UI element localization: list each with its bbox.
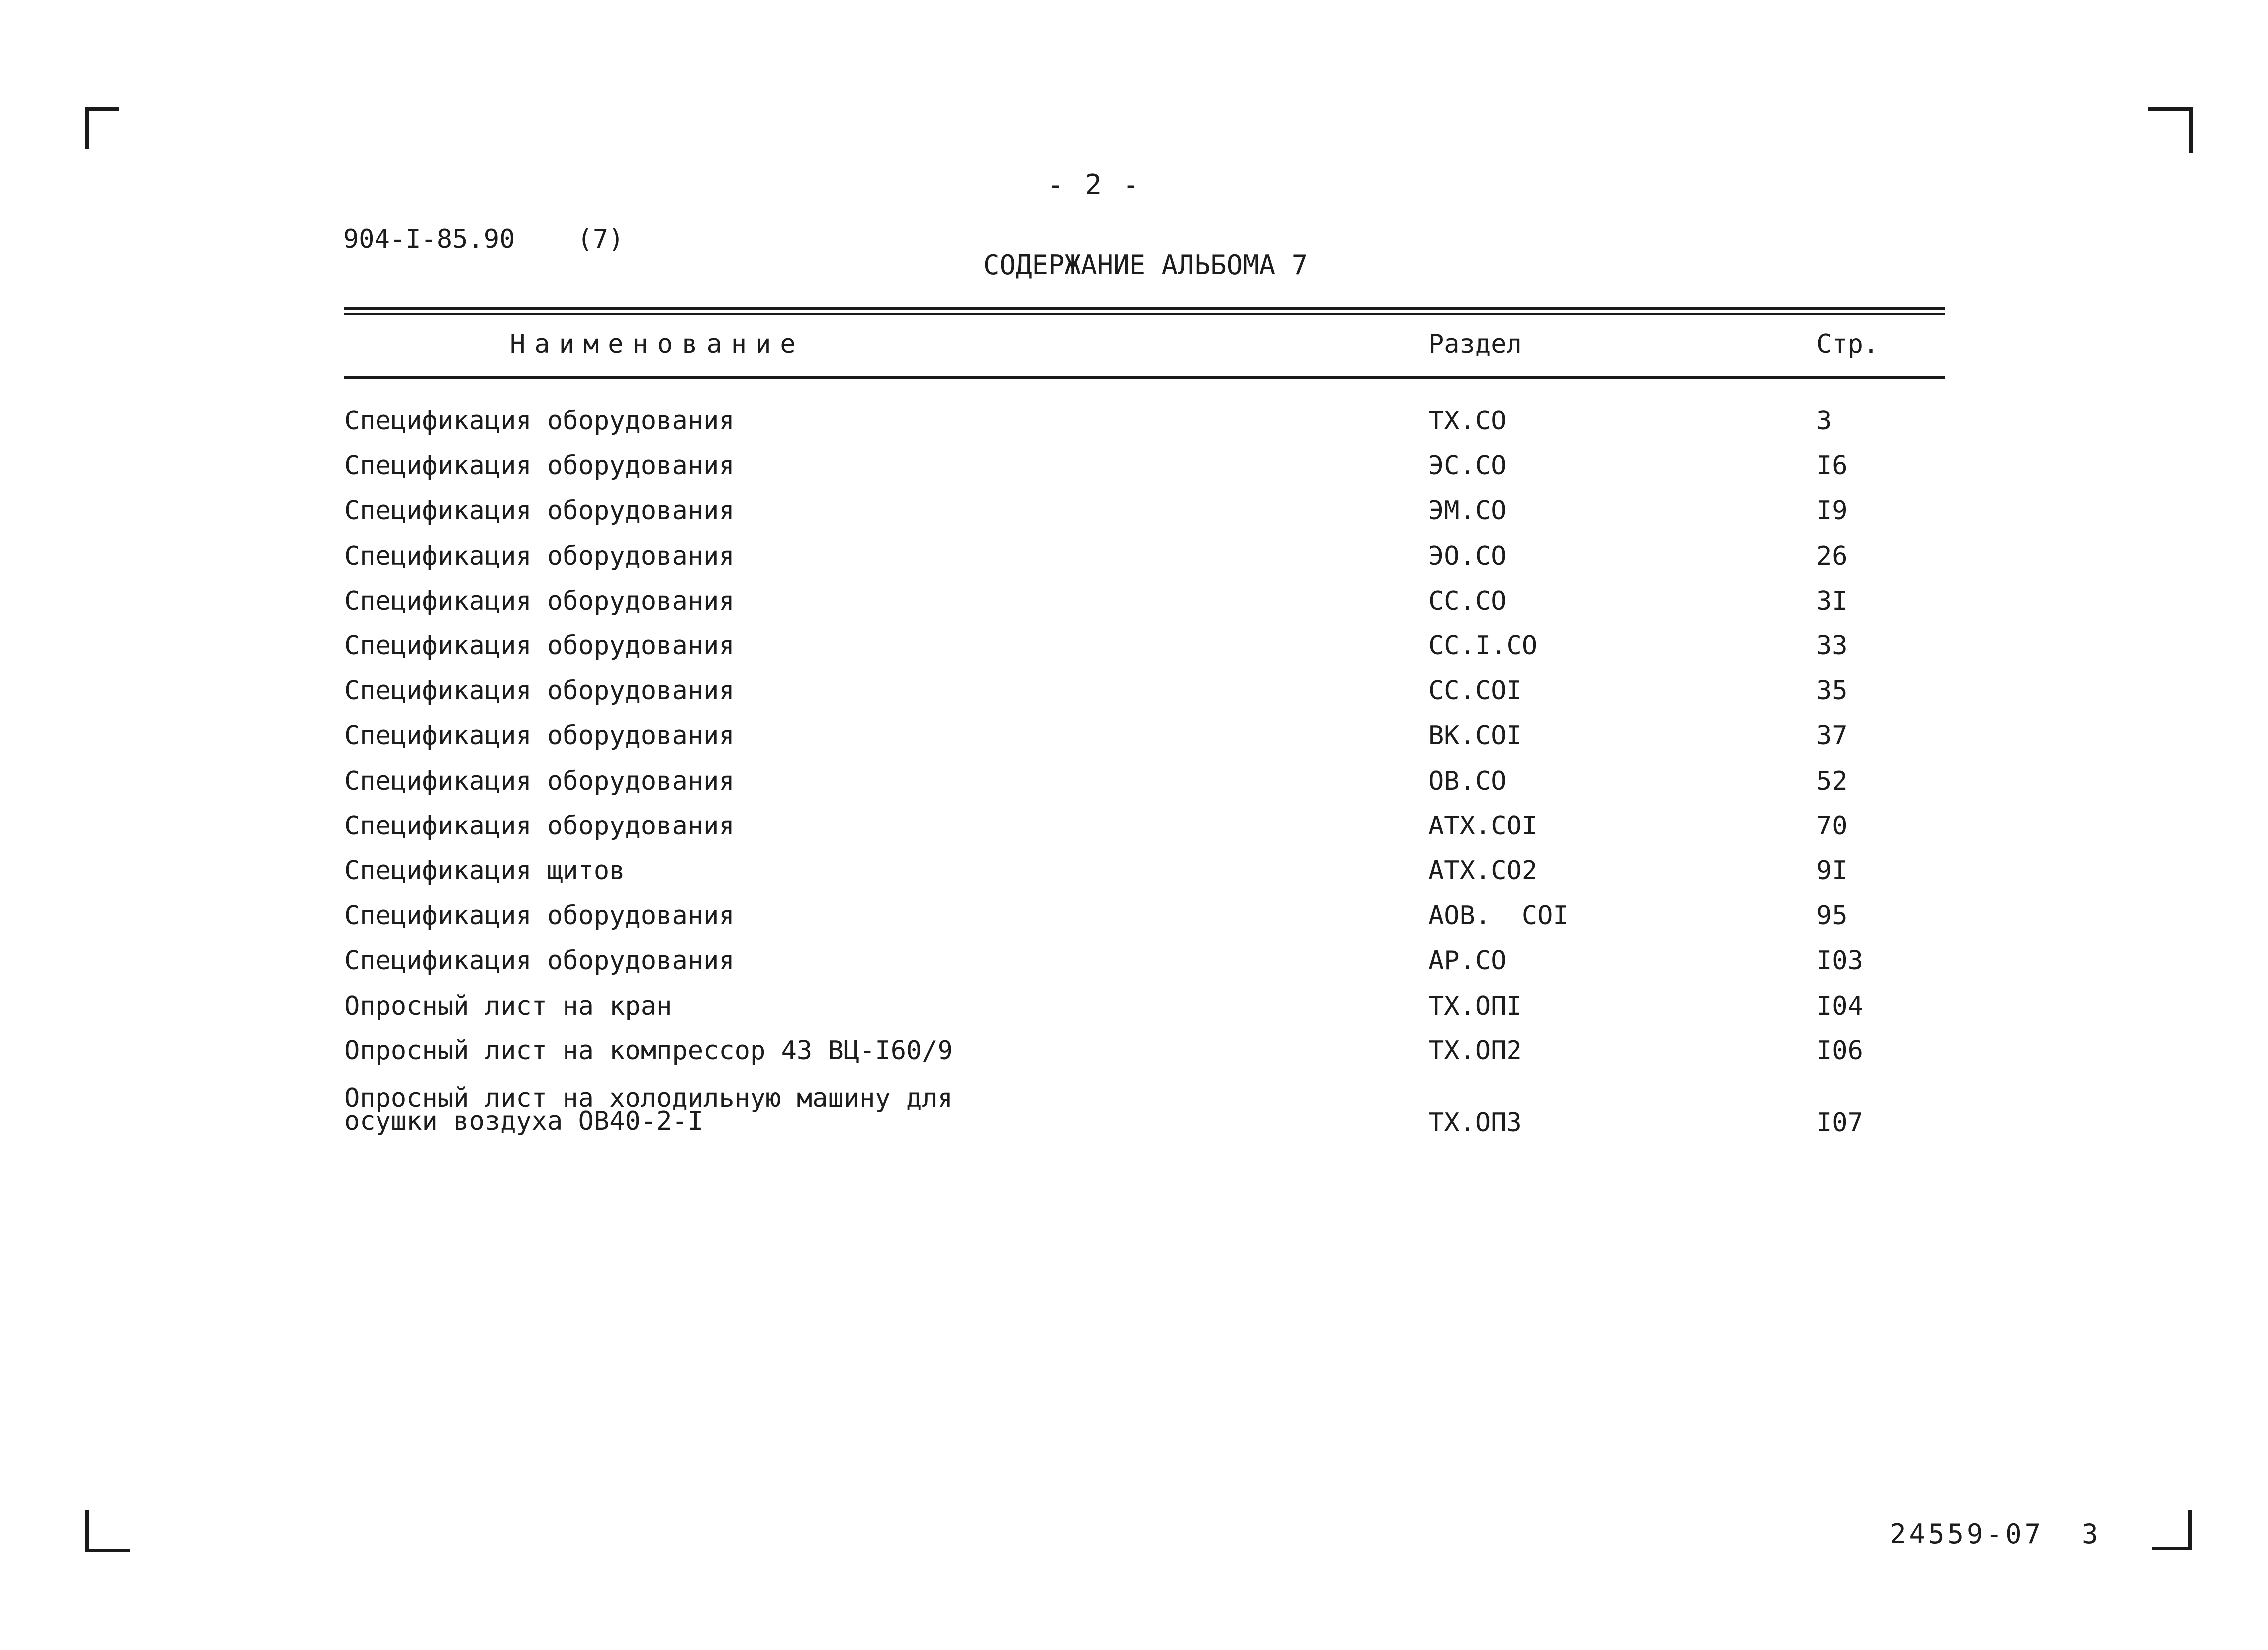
row-section: АР.СО xyxy=(1428,946,1507,976)
table-row xyxy=(0,1035,2268,1083)
table-top-rule xyxy=(344,307,1945,310)
row-name: Спецификация оборудования xyxy=(344,631,735,661)
row-page: 3I xyxy=(1816,586,1848,616)
table-row xyxy=(0,948,2268,993)
row-page: 9I xyxy=(1816,856,1848,886)
row-page: I9 xyxy=(1816,496,1848,526)
row-page: 3 xyxy=(1816,406,1832,436)
row-name: Опросный лист на холодильную машину для осушки воздуха ОВ40-2-I xyxy=(344,1083,953,1136)
row-name: Спецификация оборудования xyxy=(344,811,735,841)
table-row xyxy=(0,993,2268,1038)
table-row xyxy=(0,678,2268,723)
row-name: Спецификация оборудования xyxy=(344,451,735,481)
row-name: Опросный лист на компрессор 43 ВЦ-I60/9 xyxy=(344,1035,953,1066)
row-page: 52 xyxy=(1816,766,1848,796)
table-top-rule-double xyxy=(344,313,1945,315)
row-page: 37 xyxy=(1816,721,1848,751)
row-name: Спецификация оборудования xyxy=(344,901,735,931)
table-row xyxy=(0,543,2268,588)
row-page: 33 xyxy=(1816,631,1848,661)
row-section: ВК.СОI xyxy=(1428,721,1522,751)
row-name: Спецификация оборудования xyxy=(344,406,735,436)
table-row xyxy=(0,813,2268,858)
row-section: АОВ. СОI xyxy=(1428,901,1569,931)
document-code: 904-I-85.90 (7) xyxy=(343,224,624,254)
row-name: Спецификация оборудования xyxy=(344,496,735,526)
archive-stamp: 24559-07 3 xyxy=(1890,1518,2101,1550)
row-section: ЭМ.СО xyxy=(1428,496,1507,526)
row-name: Спецификация щитов xyxy=(344,856,625,886)
row-name: Спецификация оборудования xyxy=(344,541,735,571)
row-section: АТХ.СОI xyxy=(1428,811,1538,841)
table-row xyxy=(0,723,2268,768)
column-header-page: Стр. xyxy=(1816,329,1879,359)
corner-mark-top-right xyxy=(2148,107,2193,153)
row-section: ТХ.ОПI xyxy=(1428,991,1522,1021)
row-section: СС.СО xyxy=(1428,586,1507,616)
table-row xyxy=(0,408,2268,453)
row-section: СС.I.СО xyxy=(1428,631,1538,661)
row-name: Спецификация оборудования xyxy=(344,721,735,751)
row-section: ЭО.СО xyxy=(1428,541,1507,571)
corner-mark-bottom-left xyxy=(85,1510,130,1552)
table-row xyxy=(0,498,2268,543)
row-section: СС.СОI xyxy=(1428,676,1522,706)
table-row xyxy=(0,588,2268,633)
row-name: Спецификация оборудования xyxy=(344,946,735,976)
row-name: Спецификация оборудования xyxy=(344,766,735,796)
row-section: ТХ.СО xyxy=(1428,406,1507,436)
row-page: 35 xyxy=(1816,676,1848,706)
row-section: АТХ.СО2 xyxy=(1428,856,1538,886)
row-page: I03 xyxy=(1816,946,1863,976)
row-name: Спецификация оборудования xyxy=(344,586,735,616)
column-header-section: Раздел xyxy=(1428,329,1522,359)
row-page: 26 xyxy=(1816,541,1848,571)
table-row xyxy=(0,633,2268,678)
table-row xyxy=(0,1083,2268,1138)
table-row xyxy=(0,858,2268,903)
table-row xyxy=(0,453,2268,498)
corner-mark-bottom-right xyxy=(2152,1510,2192,1550)
table-row xyxy=(0,768,2268,813)
row-page: I6 xyxy=(1816,451,1848,481)
row-section: ОВ.СО xyxy=(1428,766,1507,796)
page-title: СОДЕРЖАНИЕ АЛЬБОМА 7 xyxy=(983,249,1308,281)
row-page: I04 xyxy=(1816,991,1863,1021)
row-section: ЭС.СО xyxy=(1428,451,1507,481)
column-header-name: Наименование xyxy=(510,329,805,359)
corner-mark-top-left xyxy=(85,107,119,149)
row-page: 70 xyxy=(1816,811,1848,841)
row-name: Спецификация оборудования xyxy=(344,676,735,706)
table-row xyxy=(0,903,2268,948)
row-page: 95 xyxy=(1816,901,1848,931)
row-name: Опросный лист на кран xyxy=(344,991,672,1021)
row-page: I06 xyxy=(1816,1035,1863,1066)
row-page: I07 xyxy=(1816,1108,1863,1138)
row-section: ТХ.ОП3 xyxy=(1428,1108,1522,1138)
row-section: ТХ.ОП2 xyxy=(1428,1035,1522,1066)
page-number: - 2 - xyxy=(1047,169,1141,201)
header-rule xyxy=(344,376,1945,379)
